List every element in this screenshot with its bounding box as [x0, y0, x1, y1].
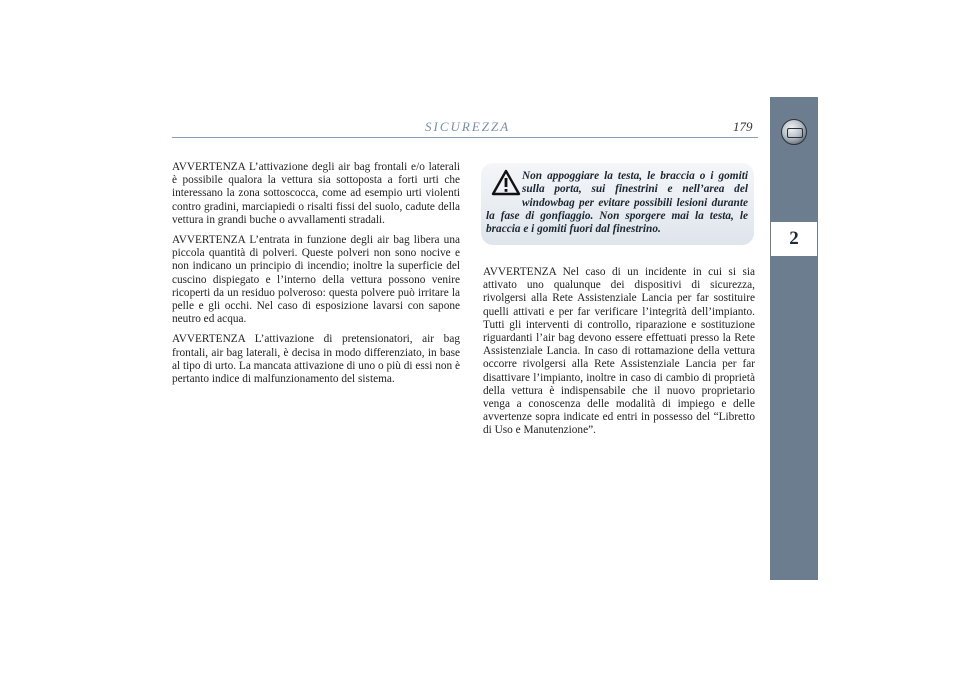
lancia-logo-icon [781, 119, 807, 145]
warning-text: Non appoggiare la testa, le braccia o i gomiti sulla porta, sui finestrini e nell’area del windowbag per evitare possibili lesioni durante la fase di gonfiaggio. Non sporgere mai la testa, le braccia e i gomiti fuori dal finestrino. [486, 170, 748, 236]
header-rule [172, 137, 758, 138]
paragraph-airbag-activation: AVVERTENZA L’attivazione degli air bag frontali e/o laterali è possibile qualora la vettura sia sottoposta a forti urti che interessano la zona sottoscocca, come ad esempio urti violenti contro gradini, marciapiedi o risalti fissi del suolo, cadute della vettura in grandi buche o avvallamenti stradali. [172, 161, 460, 226]
left-column [172, 161, 460, 393]
chapter-number: 2 [771, 222, 817, 256]
chapter-sidebar [770, 97, 818, 580]
paragraph-airbag-powder: AVVERTENZA L’entrata in funzione degli air bag libera una piccola quantità di polveri. Queste polveri non sono nocive e non indicano un principio di incendio; inoltre la superficie del cuscino dispiegato e l’interno della vettura possono venire ricoperti da un residuo polveroso: questa polvere può irritare la pelle e gli occhi. Nel caso di esposizione lavarsi con sapone neutro ed acqua. [172, 234, 460, 326]
section-title: SICUREZZA [425, 119, 511, 134]
paragraph-after-accident: AVVERTENZA Nel caso di un incidente in cui si sia attivato uno qualunque dei dispositivi di sicurezza, rivolgersi alla Rete Assistenziale Lancia per far sostituire quelli attivati e per far verificare l’integrità dell’impianto. Tutti gli interventi di controllo, riparazione e sostituzione riguardanti l’air bag devono essere effettuati presso la Rete Assistenziale Lancia. In caso di rottamazione della vettura occorre rivolgersi alla Rete Assistenziale Lancia per far disattivare l’impianto, inoltre in caso di cambio di proprietà della vettura è indispensabile che il nuovo proprietario venga a conoscenza delle modalità di impiego e delle avvertenze sopra indicate ed entri in possesso del “Libretto di Uso e Manutenzione”. [483, 266, 755, 437]
warning-text-block [486, 170, 748, 236]
page-number: 179 [733, 119, 753, 134]
right-column [483, 266, 755, 445]
paragraph-pretensioner-activation: AVVERTENZA L’attivazione di pretensionatori, air bag frontali, air bag laterali, è decisa in modo differenziato, in base al tipo di urto. La mancata attivazione di uno o più di essi non è pertanto indice di malfunzionamento del sistema. [172, 333, 460, 386]
